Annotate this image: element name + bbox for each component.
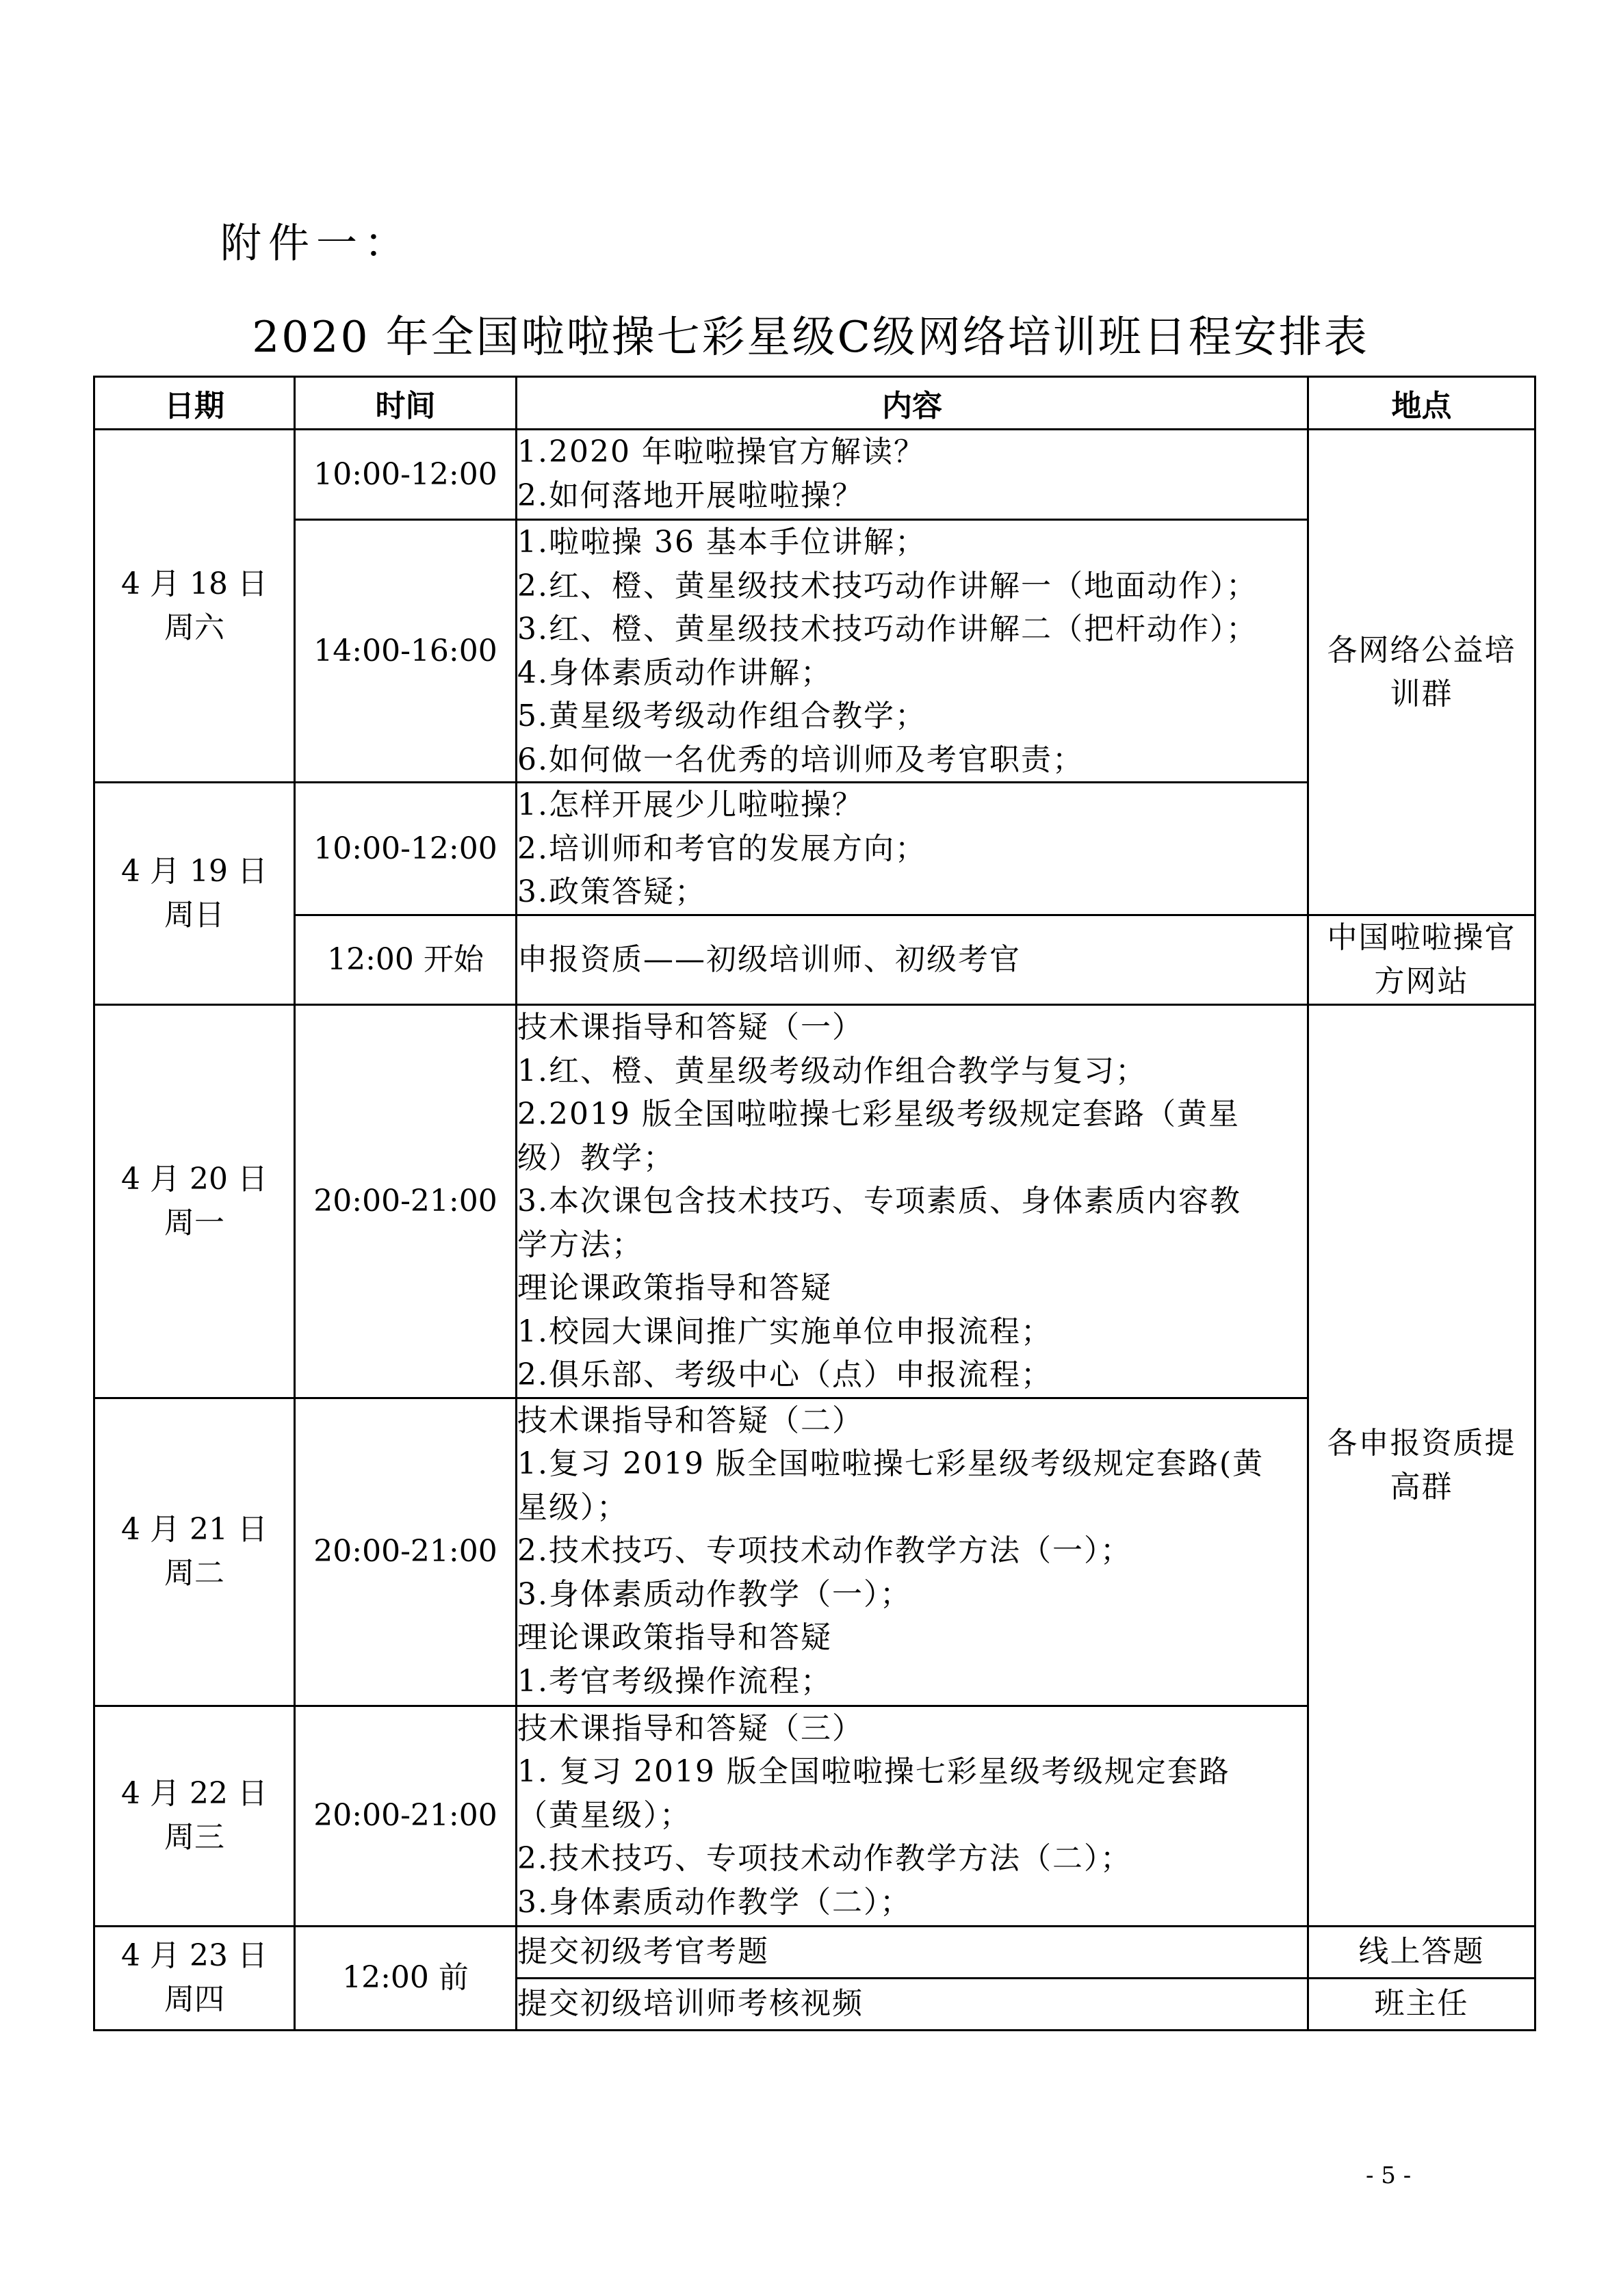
document-title: 2020 年全国啦啦操七彩星级C级网络培训班日程安排表 — [252, 312, 1369, 362]
content-line: 3.红、橙、黄星级技术技巧动作讲解二（把杆动作）； — [517, 612, 1258, 647]
content-line: 3.政策答疑； — [517, 874, 706, 909]
header-content: 内容 — [517, 377, 1308, 430]
content-line: 2.技术技巧、专项技术动作教学方法（二）； — [517, 1841, 1132, 1876]
content-line: 1.复习 2019 版全国啦啦操七彩星级考级规定套路(黄 — [517, 1446, 1265, 1481]
weekday-text: 周四 — [164, 1982, 224, 2017]
date-cell — [94, 783, 295, 1005]
content-line: 2.俱乐部、考级中心（点）申报流程； — [517, 1357, 1052, 1392]
location-cell — [1308, 1978, 1535, 2030]
content-line: 1.啦啦操 36 基本手位讲解； — [517, 525, 926, 560]
content-line: 星级）； — [517, 1489, 628, 1525]
time-cell: 20:00-21:00 — [295, 1005, 517, 1398]
content-line: 3.身体素质动作教学（二）； — [517, 1884, 911, 1920]
weekday-text: 周二 — [164, 1556, 224, 1591]
attachment-label: 附件一： — [220, 220, 412, 268]
content-line: 1. 复习 2019 版全国啦啦操七彩星级考级规定套路 — [517, 1754, 1230, 1789]
content-line: 2.红、橙、黄星级技术技巧动作讲解一（地面动作）； — [517, 568, 1258, 603]
header-time: 时间 — [295, 377, 517, 430]
time-cell: 12:00 前 — [295, 1926, 517, 2030]
schedule-table — [93, 376, 1536, 2031]
content-cell — [517, 1926, 1308, 1978]
time-cell: 20:00-21:00 — [295, 1398, 517, 1706]
table-row — [94, 915, 1535, 1005]
content-line: 学方法； — [517, 1227, 643, 1262]
location-cell — [1308, 1005, 1535, 1927]
location-line: 方网站 — [1374, 964, 1469, 999]
content-line: 提交初级培训师考核视频 — [517, 1986, 864, 2022]
header-location: 地点 — [1308, 377, 1535, 430]
date-text: 4 月 22 日 — [121, 1776, 268, 1811]
location-line: 高群 — [1390, 1469, 1453, 1504]
location-line: 各网络公益培 — [1327, 632, 1516, 668]
content-line: 理论课政策指导和答疑 — [517, 1620, 832, 1655]
time-cell: 20:00-21:00 — [295, 1706, 517, 1926]
table-row — [94, 1926, 1535, 1978]
location-line: 中国啦啦操官 — [1327, 920, 1516, 955]
time-cell: 12:00 开始 — [295, 915, 517, 1005]
location-line: 线上答题 — [1358, 1934, 1485, 1969]
content-line: 1.2020 年啦啦操官方解读？ — [517, 434, 925, 469]
page-number: - 5 - — [1366, 2162, 1412, 2189]
content-line: 2.如何落地开展啦啦操？ — [517, 478, 864, 513]
location-cell — [1308, 1926, 1535, 1978]
header-row — [94, 377, 1535, 430]
content-line: 1.考官考级操作流程； — [517, 1663, 832, 1699]
date-cell — [94, 1706, 295, 1926]
date-text: 4 月 19 日 — [121, 854, 268, 889]
weekday-text: 周六 — [164, 610, 224, 645]
content-cell — [517, 1398, 1308, 1706]
weekday-text: 周三 — [164, 1820, 224, 1855]
date-cell — [94, 1005, 295, 1398]
content-line: （黄星级）； — [517, 1797, 691, 1833]
table-row — [94, 1005, 1535, 1398]
weekday-text: 周一 — [164, 1205, 224, 1240]
date-cell — [94, 430, 295, 783]
content-cell — [517, 1706, 1308, 1926]
location-cell — [1308, 915, 1535, 1005]
location-line: 训群 — [1390, 676, 1453, 712]
content-line: 3.身体素质动作教学（一）； — [517, 1576, 911, 1612]
date-cell — [94, 1926, 295, 2030]
content-cell — [517, 520, 1308, 783]
content-line: 3.本次课包含技术技巧、专项素质、身体素质内容教 — [517, 1184, 1241, 1218]
header-date: 日期 — [94, 377, 295, 430]
content-line: 4.身体素质动作讲解； — [517, 655, 832, 690]
content-line: 5.黄星级考级动作组合教学； — [517, 699, 926, 733]
content-line: 技术课指导和答疑（三） — [517, 1710, 864, 1746]
date-text: 4 月 23 日 — [121, 1938, 268, 1973]
content-line: 2.技术技巧、专项技术动作教学方法（一）； — [517, 1533, 1132, 1568]
date-text: 4 月 21 日 — [121, 1512, 268, 1547]
content-line: 理论课政策指导和答疑 — [517, 1270, 832, 1305]
content-line: 1.校园大课间推广实施单位申报流程； — [517, 1314, 1052, 1349]
content-cell — [517, 1978, 1308, 2030]
content-line: 提交初级考官考题 — [517, 1934, 769, 1970]
content-line: 1.怎样开展少儿啦啦操？ — [517, 787, 864, 822]
weekday-text: 周日 — [164, 898, 224, 932]
time-cell: 10:00-12:00 — [295, 783, 517, 915]
content-line: 申报资质——初级培训师、初级考官 — [517, 942, 1021, 978]
date-cell — [94, 1398, 295, 1706]
content-line: 技术课指导和答疑（一） — [517, 1010, 864, 1045]
content-line: 6.如何做一名优秀的培训师及考官职责； — [517, 742, 1084, 777]
location-cell — [1308, 430, 1535, 915]
time-cell: 14:00-16:00 — [295, 520, 517, 783]
table-row — [94, 430, 1535, 520]
content-cell — [517, 1005, 1308, 1398]
location-line: 各申报资质提 — [1327, 1425, 1516, 1461]
content-line: 级）教学； — [517, 1140, 675, 1175]
time-cell: 10:00-12:00 — [295, 430, 517, 520]
content-line: 2.培训师和考官的发展方向； — [517, 831, 926, 866]
date-text: 4 月 18 日 — [121, 566, 268, 601]
content-cell — [517, 915, 1308, 1005]
location-line: 班主任 — [1374, 1986, 1469, 2021]
content-line: 1.红、橙、黄星级考级动作组合教学与复习； — [517, 1053, 1147, 1088]
content-line: 2.2019 版全国啦啦操七彩星级考级规定套路（黄星 — [517, 1097, 1240, 1132]
content-cell — [517, 783, 1308, 915]
content-line: 技术课指导和答疑（二） — [517, 1403, 864, 1438]
date-text: 4 月 20 日 — [121, 1161, 268, 1197]
content-cell — [517, 430, 1308, 520]
